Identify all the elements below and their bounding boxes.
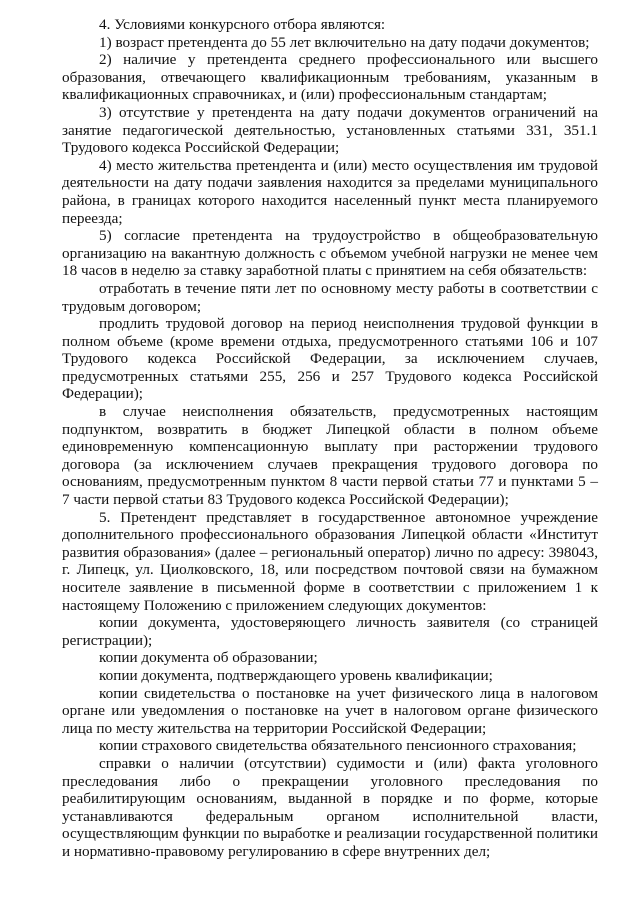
obligation-work-five-years: отработать в течение пяти лет по основному месту работы в соответствии с трудовым договором; bbox=[62, 279, 598, 315]
doc-criminal-record-certificate: справки о наличии (отсутствии) судимости и (или) факта уголовного преследования либо о прекращении уголовного преследования по реабилитирующим основаниям, выданной в порядке и по форме, которые устанавливаются федеральным органом исполнительной власти, осуществляющим функции по выработке и реализации государственной политики и нормативно-правовому регулированию в сфере внутренних дел; bbox=[62, 754, 598, 860]
condition-5-consent: 5) согласие претендента на трудоустройство в общеобразовательную организацию на вакантную должность с объемом учебной нагрузки не менее чем 18 часов в неделю за ставку заработной платы с принятием на себя обязательств: bbox=[62, 227, 598, 280]
condition-4-residence: 4) место жительства претендента и (или) место осуществления им трудовой деятельности на дату подачи заявления находится за пределами муниципального района, в границах которого находится населенный пункт места планируемого переезда; bbox=[62, 156, 598, 227]
doc-identity-copy: копии документа, удостоверяющего личность заявителя (со страницей регистрации); bbox=[62, 614, 598, 649]
section-4-heading: 4. Условиями конкурсного отбора являются: bbox=[99, 16, 386, 33]
obligation-refund: в случае неисполнения обязательств, предусмотренных настоящим подпунктом, возвратить в бюджет Липецкой области в полном объеме единовременную компенсационную выплату при расторжении трудового договора (за исключением случаев прекращения трудового договора по основаниям, предусмотренным пунктом 8 части первой статьи 77 и пунктами 5 – 7 части первой статьи 83 Трудового кодекса Российской Федерации); bbox=[62, 403, 598, 509]
condition-1-age: 1) возраст претендента до 55 лет включительно на дату подачи документов; bbox=[99, 33, 590, 51]
section-5-application: 5. Претендент представляет в государственное автономное учреждение дополнительного профессионального образования Липецкой области «Институт развития образования» (далее – региональный оператор) лично по адресу: 398043, г. Липецк, ул. Циолковского, 18, или посредством почтовой связи на бумажном носителе заявление в письменной форме в соответствии с приложением 1 к настоящему Положению с приложением следующих документов: bbox=[62, 508, 598, 614]
doc-qualification-copy: копии документа, подтверждающего уровень квалификации; bbox=[99, 666, 493, 684]
doc-tax-registration-copy: копии свидетельства о постановке на учет физического лица в налоговом органе или уведомления о постановке на учет в налоговом органе физического лица по месту жительства на территории Российской Федерации; bbox=[62, 684, 598, 737]
condition-3-no-restrictions: 3) отсутствие у претендента на дату подачи документов ограничений на занятие педагогической деятельностью, установленных статьями 331, 351.1 Трудового кодекса Российской Федерации; bbox=[62, 103, 598, 157]
obligation-extend-contract: продлить трудовой договор на период неисполнения трудовой функции в полном объеме (кроме времени отдыха, предусмотренного статьями 106 и 107 Трудового кодекса Российской Федерации, за исключением случаев, предусмотренных статьями 255, 256 и 257 Трудового кодекса Российской Федерации); bbox=[62, 315, 598, 403]
document-page bbox=[62, 16, 598, 861]
doc-education-copy: копии документа об образовании; bbox=[99, 649, 318, 667]
condition-2-education: 2) наличие у претендента среднего профессионального или высшего образования, отвечающего квалификационным требованиям, указанным в квалификационных справочниках, и (или) профессиональным стандартам; bbox=[62, 51, 598, 104]
doc-pension-insurance-copy: копии страхового свидетельства обязательного пенсионного страхования; bbox=[99, 737, 577, 755]
